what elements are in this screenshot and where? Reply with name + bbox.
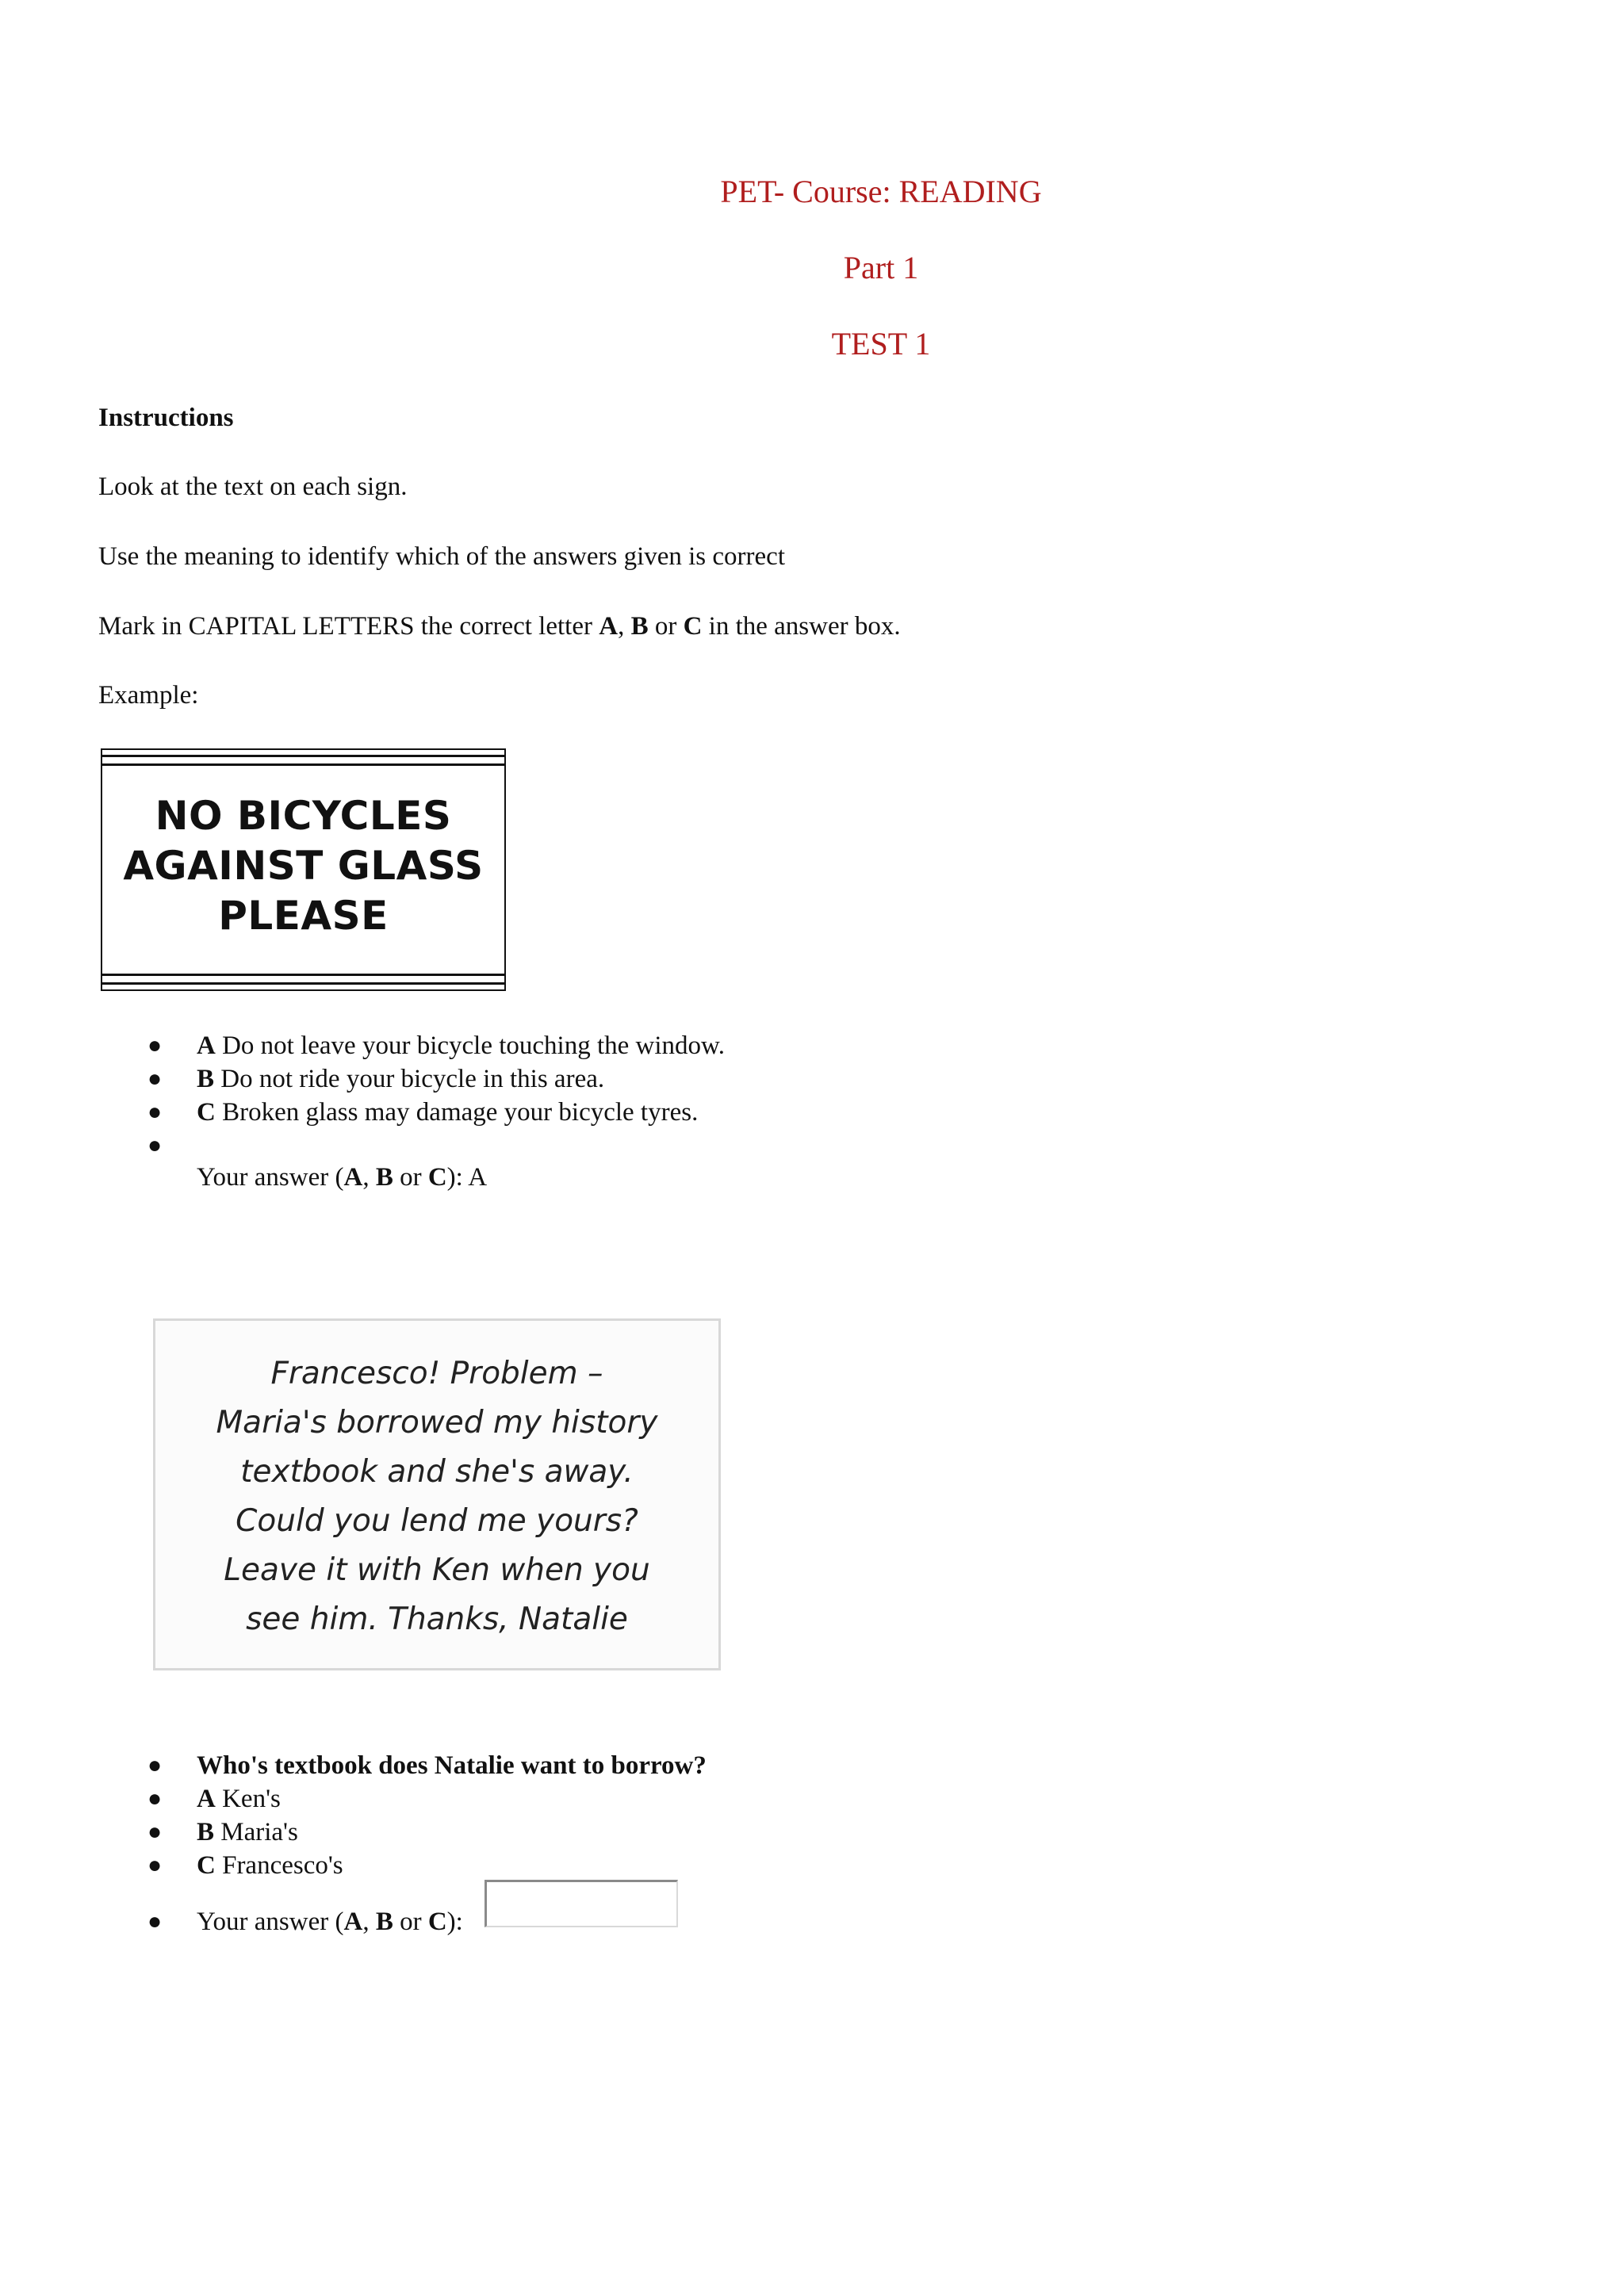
letter-a: A xyxy=(343,1163,363,1192)
option-letter: C xyxy=(197,1851,216,1880)
bullet-icon: ● xyxy=(147,1785,163,1812)
part-heading: Part 1 xyxy=(843,250,919,285)
option-letter: A xyxy=(197,1785,216,1813)
answer-label: ): xyxy=(446,1163,469,1192)
option-letter: B xyxy=(197,1065,215,1093)
sign-border-bottom xyxy=(102,974,504,985)
letter-a: A xyxy=(343,1908,363,1936)
instruction-line-1: Look at the text on each sign. xyxy=(98,473,408,501)
note-line: Francesco! Problem – xyxy=(270,1356,603,1391)
option-text: Do not leave your bicycle touching the window. xyxy=(215,1031,725,1060)
bullet-icon: ● xyxy=(147,1066,163,1092)
letter-b: B xyxy=(630,612,649,641)
example-sign-image xyxy=(101,748,506,991)
sign-border-top xyxy=(102,755,504,766)
letter-c: C xyxy=(427,1163,447,1192)
letter-c: C xyxy=(427,1908,447,1936)
letter-c: C xyxy=(683,612,703,641)
option-letter: C xyxy=(197,1098,216,1127)
note-line: Maria's borrowed my history xyxy=(216,1405,658,1441)
note-line: Leave it with Ken when you xyxy=(224,1552,650,1588)
instruction-text: in the answer box. xyxy=(702,612,901,641)
separator: , xyxy=(362,1163,376,1192)
note-line: textbook and she's away. xyxy=(240,1454,634,1490)
option-text: Maria's xyxy=(214,1818,298,1846)
separator: or xyxy=(648,612,684,641)
separator: , xyxy=(618,612,631,641)
option-letter: A xyxy=(197,1031,216,1060)
letter-a: A xyxy=(599,612,619,641)
bullet-icon: ● xyxy=(147,1132,163,1158)
sign-text xyxy=(102,791,504,941)
test-heading: TEST 1 xyxy=(831,326,931,362)
bullet-icon: ● xyxy=(147,1099,163,1125)
answer-label: ): xyxy=(446,1908,463,1936)
example-label: Example: xyxy=(98,681,199,710)
option-text: Broken glass may damage your bicycle tyres. xyxy=(215,1098,699,1127)
answer-label: Your answer ( xyxy=(197,1163,344,1192)
letter-b: B xyxy=(375,1908,393,1936)
question-answer-line xyxy=(197,1905,463,1938)
answer-label: Your answer ( xyxy=(197,1908,344,1936)
bullet-icon: ● xyxy=(147,1852,163,1878)
sign-line: PLEASE xyxy=(218,893,389,939)
sign-line: NO BICYCLES xyxy=(155,793,452,839)
page-title: PET- Course: READING xyxy=(720,174,1042,209)
separator: , xyxy=(362,1908,376,1936)
instructions-heading: Instructions xyxy=(98,404,234,432)
option-text: Ken's xyxy=(215,1785,281,1813)
option-text: Do not ride your bicycle in this area. xyxy=(214,1065,605,1093)
letter-b: B xyxy=(375,1163,393,1192)
note-line: see him. Thanks, Natalie xyxy=(246,1601,628,1637)
example-answer-value: A xyxy=(468,1163,488,1192)
instruction-line-2: Use the meaning to identify which of the answers given is correct xyxy=(98,542,785,571)
bullet-icon: ● xyxy=(147,1032,163,1058)
option-text: Francesco's xyxy=(215,1851,343,1880)
example-answer-line xyxy=(197,1161,487,1194)
bullet-icon: ● xyxy=(147,1752,163,1778)
bullet-icon: ● xyxy=(147,1908,163,1934)
instruction-text: Mark in CAPITAL LETTERS the correct letter xyxy=(98,612,599,641)
sign-line: AGAINST GLASS xyxy=(123,843,484,889)
separator: or xyxy=(393,1908,428,1936)
answer-input[interactable] xyxy=(485,1880,678,1927)
note-sign-image xyxy=(153,1318,721,1670)
instruction-line-3 xyxy=(98,610,901,642)
question-text: Who's textbook does Natalie want to borrow? xyxy=(197,1751,707,1780)
bullet-icon: ● xyxy=(147,1819,163,1845)
separator: or xyxy=(393,1163,428,1192)
option-letter: B xyxy=(197,1818,215,1846)
note-line: Could you lend me yours? xyxy=(236,1503,638,1539)
note-text xyxy=(155,1349,718,1644)
